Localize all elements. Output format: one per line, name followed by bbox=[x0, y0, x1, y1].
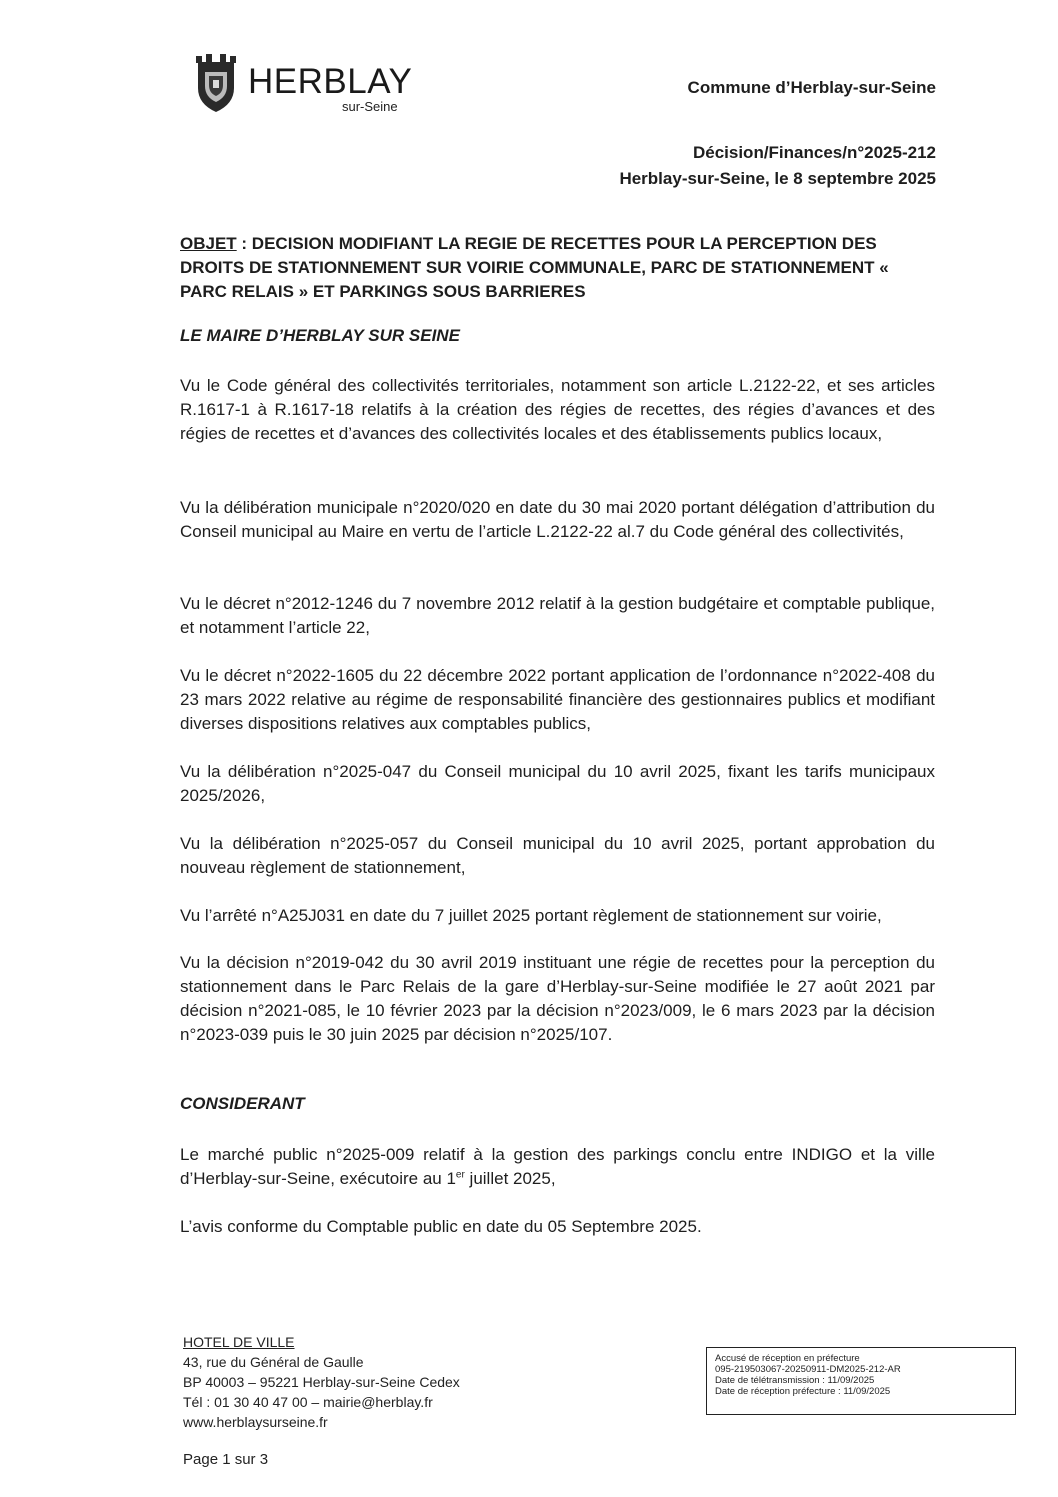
vu-paragraph: Vu la délibération n°2025-057 du Conseil municipal du 10 avril 2025, portant approbation du nouveau règlement de stationnement, bbox=[180, 834, 935, 877]
decision-reference: Décision/Finances/n°2025-212 bbox=[692, 143, 936, 162]
decision-reference-block bbox=[619, 140, 936, 192]
considerant-paragraph bbox=[180, 1143, 935, 1191]
footer-address bbox=[183, 1332, 460, 1432]
considerant-paragraph: L’avis conforme du Comptable public en date du 05 Septembre 2025. bbox=[180, 1217, 702, 1236]
vu-paragraph: Vu le décret n°2012-1246 du 7 novembre 2012 relatif à la gestion budgétaire et comptable publique, et notamment l’article 22, bbox=[180, 594, 935, 637]
considerant-text: Le marché public n°2025-009 relatif à la gestion des parkings conclu entre INDIGO et la ville d’Herblay-sur-Seine, exécutoire au 1 bbox=[180, 1145, 935, 1188]
objet-label: OBJET bbox=[180, 234, 237, 253]
footer-address-line: BP 40003 – 95221 Herblay-sur-Seine Cedex bbox=[183, 1374, 460, 1390]
place-date: Herblay-sur-Seine, le 8 septembre 2025 bbox=[619, 169, 936, 188]
vu-paragraph: Vu la décision n°2019-042 du 30 avril 2019 instituant une régie de recettes pour la perception du stationnement dans le Parc Relais de la gare d’Herblay-sur-Seine modifiée le 27 août 2021 par décision n°2021-085, le 10 février 2023 par la décision n°2023/009, le 6 mars 2023 par la décision n°2023-039 puis le 30 juin 2025 par décision n°2025/107. bbox=[180, 953, 935, 1044]
objet-heading bbox=[180, 232, 940, 304]
footer-contact: Tél : 01 30 40 47 00 – mairie@herblay.fr bbox=[183, 1394, 433, 1410]
logo-subtitle: sur-Seine bbox=[342, 99, 398, 114]
vu-paragraph: Vu la délibération municipale n°2020/020 en date du 30 mai 2020 portant délégation d’attribution du Conseil municipal au Maire en vertu de l’article L.2122-22 al.7 du Code général des collectivités, bbox=[180, 498, 935, 541]
herblay-logo bbox=[190, 54, 420, 116]
logo-name: HERBLAY bbox=[248, 62, 413, 101]
maire-heading: LE MAIRE D’HERBLAY SUR SEINE bbox=[180, 326, 460, 345]
stamp-line: 095-219503067-20250911-DM2025-212-AR bbox=[715, 1364, 901, 1375]
commune-name: Commune d’Herblay-sur-Seine bbox=[687, 78, 936, 97]
footer-hotel: HOTEL DE VILLE bbox=[183, 1334, 295, 1350]
city-crest-icon bbox=[190, 54, 242, 114]
vu-paragraph: Vu le décret n°2022-1605 du 22 décembre 2022 portant application de l’ordonnance n°2022-408 du 23 mars 2022 relative au régime de responsabilité financière des gestionnaires publics et modifiant diverses dispositions relatives aux comptables publics, bbox=[180, 666, 935, 733]
footer-website[interactable]: www.herblaysurseine.fr bbox=[183, 1414, 328, 1430]
prefecture-stamp bbox=[706, 1347, 1016, 1415]
vu-paragraph: Vu le Code général des collectivités territoriales, notamment son article L.2122-22, et ses articles R.1617-1 à R.1617-18 relatifs à la création des régies de recettes, des régies d’avances et des régies de recettes et d’avances des collectivités locales et des établissements publics locaux, bbox=[180, 376, 935, 443]
stamp-line: Accusé de réception en préfecture bbox=[715, 1353, 860, 1364]
considerant-heading: CONSIDERANT bbox=[180, 1094, 305, 1113]
stamp-line: Date de réception préfecture : 11/09/2025 bbox=[715, 1386, 891, 1397]
page-number: Page 1 sur 3 bbox=[183, 1451, 269, 1468]
considerant-text: juillet 2025, bbox=[464, 1169, 556, 1188]
superscript: er bbox=[455, 1169, 465, 1181]
footer-address-line: 43, rue du Général de Gaulle bbox=[183, 1354, 364, 1370]
vu-paragraph: Vu l’arrêté n°A25J031 en date du 7 juillet 2025 portant règlement de stationnement sur voirie, bbox=[180, 906, 882, 925]
objet-text: : DECISION MODIFIANT LA REGIE DE RECETTES POUR LA PERCEPTION DES DROITS DE STATIONNEMENT SUR VOIRIE COMMUNALE, PARC DE STATIONNEMENT « PARC RELAIS » ET PARKINGS SOUS BARRIERES bbox=[180, 234, 889, 301]
vu-paragraph: Vu la délibération n°2025-047 du Conseil municipal du 10 avril 2025, fixant les tarifs municipaux 2025/2026, bbox=[180, 762, 935, 805]
stamp-line: Date de télétransmission : 11/09/2025 bbox=[715, 1375, 875, 1386]
